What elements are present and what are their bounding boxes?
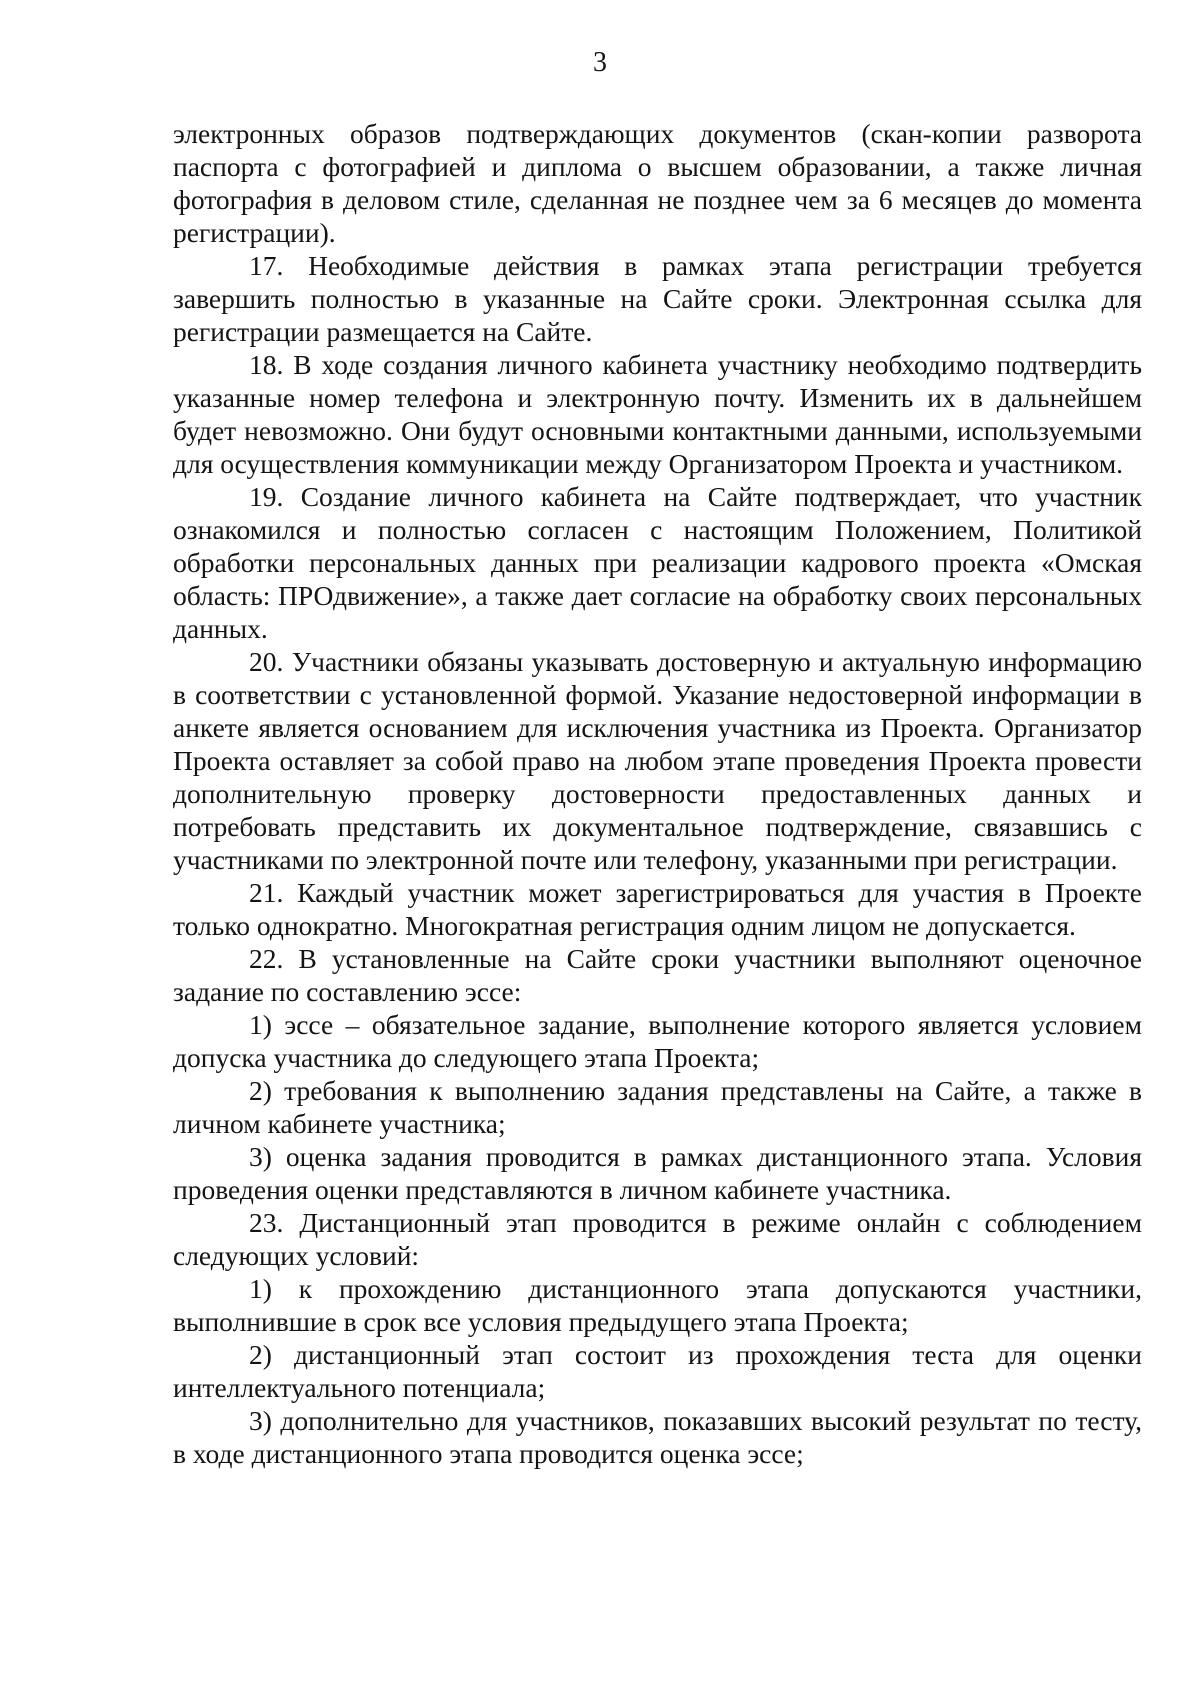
paragraph-item-17: 17. Необходимые действия в рамках этапа регистрации требуется завершить полностью в указанные на Сайте сроки. Электронная ссылка для регистрации размещается на Сайте.: [173, 250, 1142, 347]
subitem-23-1: 1) к прохождению дистанционного этапа допускаются участники, выполнившие в срок все условия предыдущего этапа Проекта;: [173, 1273, 1142, 1337]
subitem-22-3: 3) оценка задания проводится в рамках дистанционного этапа. Условия проведения оценки представляются в личном кабинете участника.: [173, 1141, 1142, 1205]
page-number: 3: [593, 47, 607, 78]
subitem-23-2: 2) дистанционный этап состоит из прохождения теста для оценки интеллектуального потенциала;: [173, 1339, 1142, 1403]
subitem-22-2: 2) требования к выполнению задания представлены на Сайте, а также в личном кабинете участника;: [173, 1075, 1142, 1139]
subitem-23-3: 3) дополнительно для участников, показавших высокий результат по тесту, в ходе дистанционного этапа проводится оценка эссе;: [173, 1405, 1142, 1469]
paragraph-item-21: 21. Каждый участник может зарегистрироваться для участия в Проекте только однократно. Многократная регистрация одним лицом не допускается.: [173, 877, 1142, 941]
subitem-22-1: 1) эссе – обязательное задание, выполнение которого является условием допуска участника до следующего этапа Проекта;: [173, 1009, 1142, 1073]
paragraph-item-19: 19. Создание личного кабинета на Сайте подтверждает, что участник ознакомился и полностью согласен с настоящим Положением, Политикой обработки персональных данных при реализации кадрового проекта «Омская область: ПРОдвижение», а также дает согласие на обработку своих персональных данных.: [173, 481, 1142, 644]
paragraph-continuation: электронных образов подтверждающих документов (скан-копии разворота паспорта с фотографией и диплома о высшем образовании, а также личная фотография в деловом стиле, сделанная не позднее чем за 6 месяцев до момента регистрации).: [173, 118, 1142, 248]
paragraph-item-18: 18. В ходе создания личного кабинета участнику необходимо подтвердить указанные номер телефона и электронную почту. Изменить их в дальнейшем будет невозможно. Они будут основными контактными данными, используемыми для осуществления коммуникации между Организатором Проекта и участником.: [173, 349, 1142, 479]
document-body: [173, 117, 1142, 1470]
paragraph-item-20: 20. Участники обязаны указывать достоверную и актуальную информацию в соответствии с установленной формой. Указание недостоверной информации в анкете является основанием для исключения участника из Проекта. Организатор Проекта оставляет за собой право на любом этапе проведения Проекта провести дополнительную проверку достоверности предоставленных данных и потребовать представить их документальное подтверждение, связавшись с участниками по электронной почте или телефону, указанными при регистрации.: [173, 646, 1142, 875]
paragraph-item-23: 23. Дистанционный этап проводится в режиме онлайн с соблюдением следующих условий:: [173, 1207, 1142, 1271]
paragraph-item-22: 22. В установленные на Сайте сроки участники выполняют оценочное задание по составлению эссе:: [173, 943, 1142, 1007]
